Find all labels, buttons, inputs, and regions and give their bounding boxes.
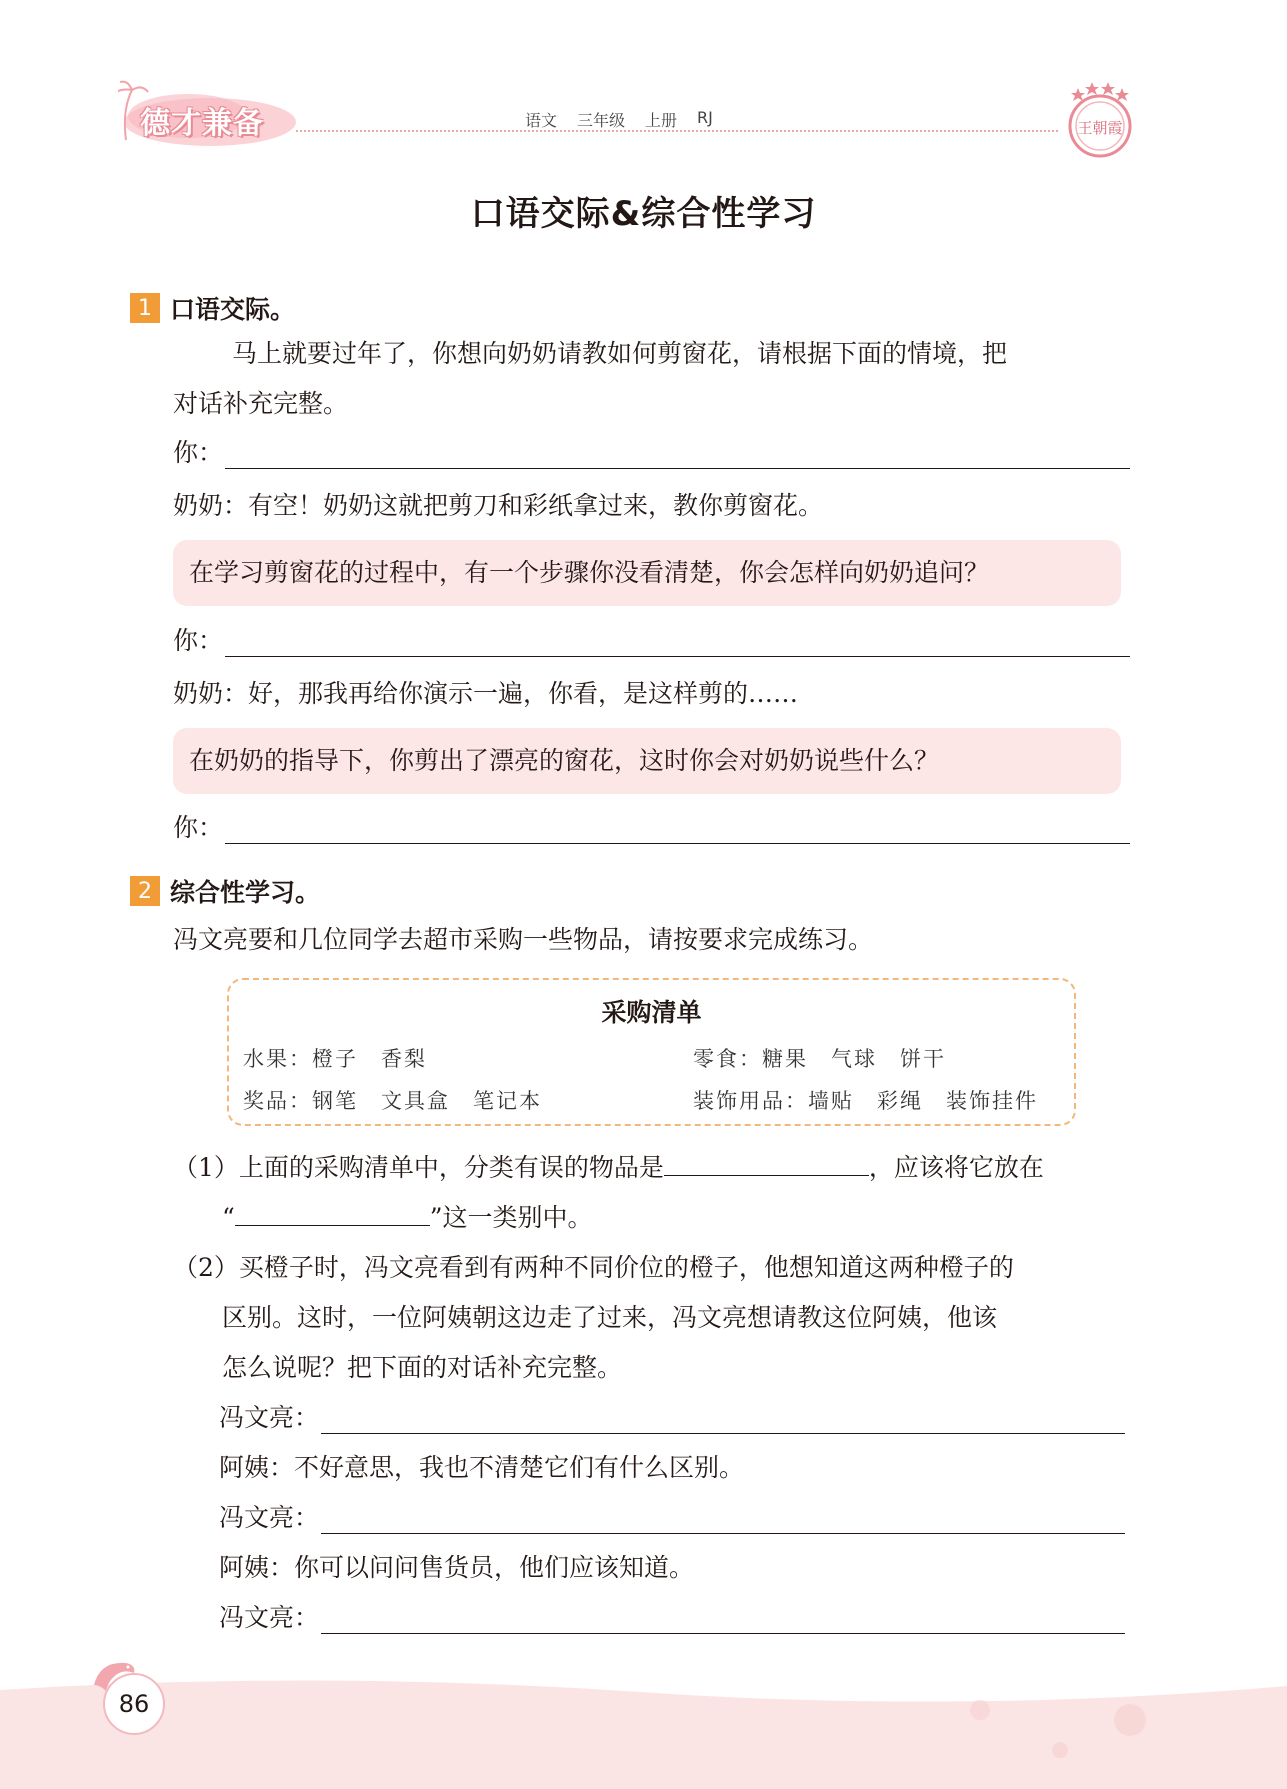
- question-2-line-2: 区别。这时，一位阿姨朝这边走了过来，冯文亮想请教这位阿姨，他该: [222, 1303, 998, 1332]
- answer-blank-you-2[interactable]: [225, 630, 1130, 657]
- prompt-box-1: 在学习剪窗花的过程中，有一个步骤你没看清楚，你会怎样向奶奶追问？: [173, 540, 1121, 606]
- answer-blank-category[interactable]: [235, 1203, 430, 1226]
- answer-blank-feng-1[interactable]: [321, 1407, 1125, 1434]
- answer-blank-feng-3[interactable]: [321, 1607, 1125, 1634]
- feng-label: 冯文亮：: [219, 1603, 320, 1632]
- answer-row-feng-1: [219, 1402, 1125, 1434]
- question-2-line-3: 怎么说呢？把下面的对话补充完整。: [222, 1353, 623, 1382]
- answer-blank-feng-2[interactable]: [321, 1507, 1125, 1534]
- grandma-line-2: 奶奶：好，那我再给你演示一遍，你看，是这样剪的……: [173, 679, 799, 708]
- question-1-text-c: ”这一类别中。: [429, 1203, 593, 1232]
- section-1-number: 1: [130, 293, 160, 323]
- aunt-line-1: 阿姨：不好意思，我也不清楚它们有什么区别。: [219, 1453, 745, 1482]
- answer-row-you-1: [173, 437, 1130, 469]
- section-2-heading: [130, 873, 320, 909]
- section-1-title: 口语交际。: [170, 295, 296, 324]
- answer-blank-you-3[interactable]: [225, 817, 1130, 844]
- section-1-intro-line-2: 对话补充完整。: [173, 389, 349, 418]
- answer-row-you-3: [173, 812, 1130, 844]
- seal-text: 王朝霞: [1077, 119, 1123, 137]
- question-1-quote-open: “: [222, 1203, 235, 1232]
- page-title: 口语交际&综合性学习: [470, 194, 817, 234]
- shopping-list-fruit: 水果：橙子 香梨: [243, 1047, 427, 1071]
- question-1-text-b: ，应该将它放在: [868, 1153, 1044, 1182]
- you-label: 你：: [173, 438, 224, 467]
- feng-label: 冯文亮：: [219, 1403, 320, 1432]
- question-1-line-1: [173, 1152, 1044, 1184]
- you-label: 你：: [173, 813, 224, 842]
- header-subject: 语文: [525, 111, 558, 130]
- grandma-line-1: 奶奶：有空！奶奶这就把剪刀和彩纸拿过来，教你剪窗花。: [173, 491, 824, 520]
- answer-row-you-2: [173, 625, 1130, 657]
- footer-wave-decoration: [0, 1680, 1287, 1789]
- answer-row-feng-3: [219, 1602, 1125, 1634]
- question-1-text-a: （1）上面的采购清单中，分类有误的物品是: [173, 1153, 664, 1182]
- question-1-line-2: [222, 1202, 593, 1234]
- question-2-line-1: （2）买橙子时，冯文亮看到有两种不同价位的橙子，他想知道这两种橙子的: [173, 1253, 1014, 1282]
- header-grade: 三年级: [577, 111, 626, 130]
- section-2-number: 2: [130, 876, 160, 906]
- feng-label: 冯文亮：: [219, 1503, 320, 1532]
- answer-blank-misclassified-item[interactable]: [664, 1153, 869, 1176]
- shopping-list-snacks: 零食：糖果 气球 饼干: [693, 1047, 946, 1071]
- answer-blank-you-1[interactable]: [225, 442, 1130, 469]
- section-1-intro-line-1: 马上就要过年了，你想向奶奶请教如何剪窗花，请根据下面的情境，把: [232, 339, 1008, 368]
- section-2-intro: 冯文亮要和几位同学去超市采购一些物品，请按要求完成练习。: [173, 925, 874, 954]
- header-info: [525, 108, 713, 131]
- shopping-list-prizes: 奖品：钢笔 文具盒 笔记本: [243, 1089, 542, 1113]
- section-2-title: 综合性学习。: [170, 878, 321, 907]
- answer-row-feng-2: [219, 1502, 1125, 1534]
- header-edition: RJ: [697, 108, 713, 127]
- aunt-line-2: 阿姨：你可以问问售货员，他们应该知道。: [219, 1553, 695, 1582]
- teacher-seal-logo: [1058, 76, 1142, 162]
- shopping-list-title: 采购清单: [601, 998, 702, 1027]
- page-number: 86: [103, 1673, 165, 1735]
- shopping-list-decorations: 装饰用品：墙贴 彩绳 装饰挂件: [693, 1089, 1038, 1113]
- you-label: 你：: [173, 626, 224, 655]
- header-volume: 上册: [645, 111, 678, 130]
- section-1-heading: [130, 290, 295, 326]
- prompt-box-2: 在奶奶的指导下，你剪出了漂亮的窗花，这时你会对奶奶说些什么？: [173, 728, 1121, 794]
- brand-name: 德才兼备: [140, 106, 264, 141]
